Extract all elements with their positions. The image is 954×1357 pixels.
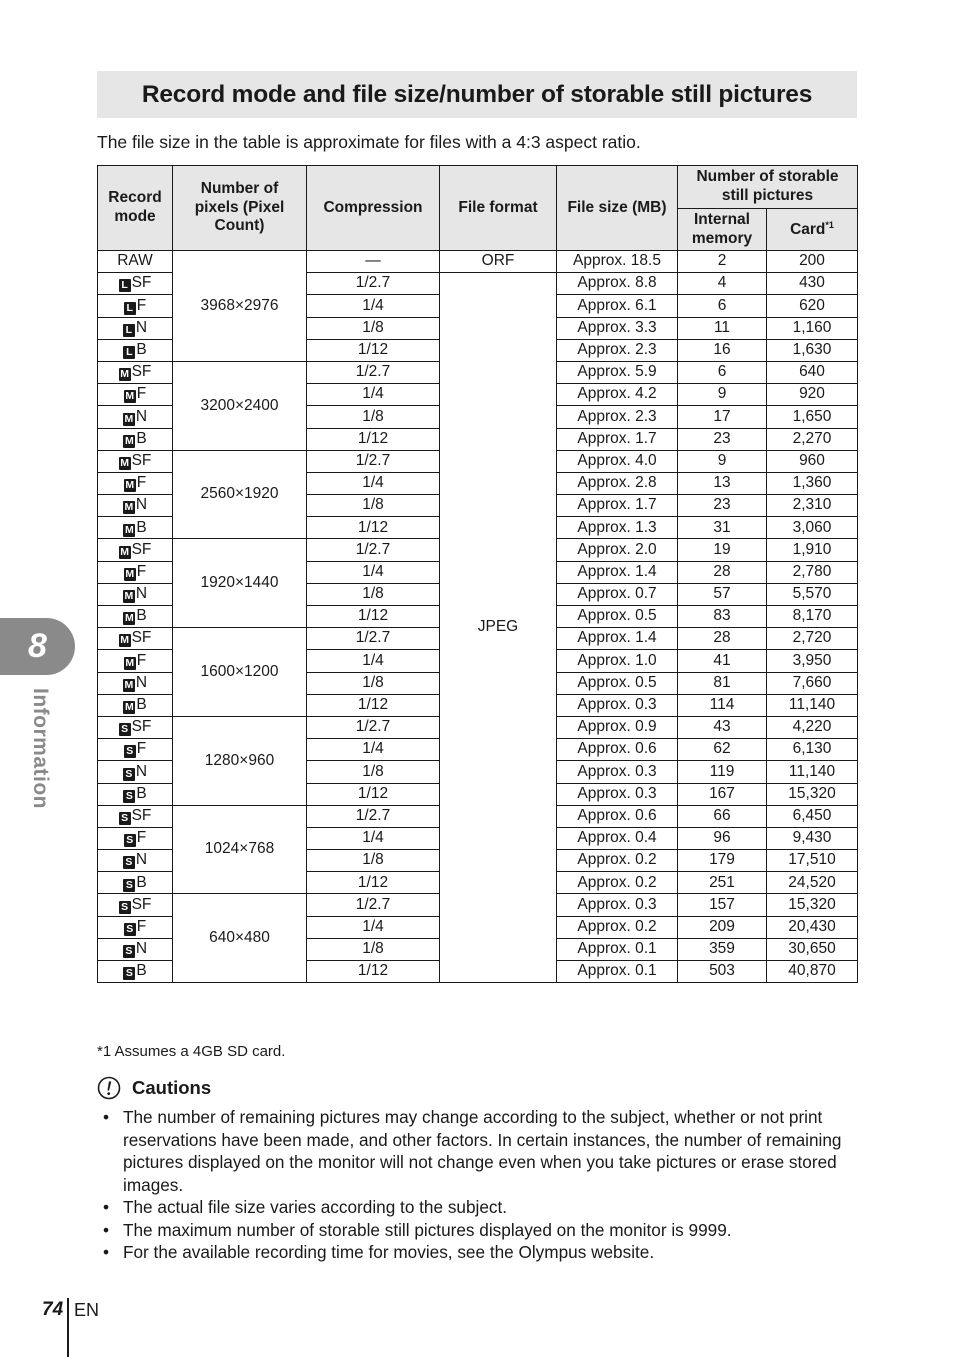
cell-card: 2,310: [767, 495, 858, 517]
record-mode-table: [97, 165, 858, 983]
quality-label: N: [135, 673, 148, 691]
quality-label: N: [135, 851, 148, 869]
cell-file-size: Approx. 1.4: [557, 628, 678, 650]
footnote: *1 Assumes a 4GB SD card.: [97, 1043, 286, 1060]
cell-internal: 57: [678, 583, 767, 605]
quality-label: B: [136, 784, 147, 802]
cell-mode: [98, 672, 173, 694]
cell-mode: [98, 472, 173, 494]
cell-mode: [98, 606, 173, 628]
size-s-icon: S: [123, 967, 135, 980]
cell-card: 3,060: [767, 517, 858, 539]
quality-label: SF: [131, 274, 152, 292]
cell-mode: [98, 583, 173, 605]
size-m-icon: M: [120, 634, 129, 647]
cell-internal: 119: [678, 761, 767, 783]
size-l-icon: L: [123, 346, 135, 359]
cell-compression: 1/4: [307, 384, 440, 406]
cell-mode: [98, 783, 173, 805]
cell-compression: 1/12: [307, 961, 440, 983]
cell-internal: 96: [678, 827, 767, 849]
page-language: EN: [74, 1300, 100, 1320]
size-s-icon: S: [119, 901, 131, 914]
cell-compression: 1/2.7: [307, 273, 440, 295]
cell-internal: 503: [678, 961, 767, 983]
size-s-icon: S: [123, 879, 135, 892]
quality-label: F: [136, 917, 147, 935]
cautions-list: [97, 1106, 857, 1264]
cell-card: 960: [767, 450, 858, 472]
cell-mode: [98, 495, 173, 517]
quality-label: F: [136, 740, 147, 758]
quality-label: B: [136, 696, 147, 714]
cell-mode: [98, 938, 173, 960]
cell-compression: 1/2.7: [307, 361, 440, 383]
header-internal-memory: Internal memory: [678, 209, 767, 251]
cell-compression: 1/2.7: [307, 716, 440, 738]
cell-compression: 1/8: [307, 406, 440, 428]
cell-mode: RAW: [98, 251, 173, 273]
size-s-icon: S: [124, 745, 136, 758]
chapter-label-wrap: [28, 688, 52, 808]
cell-internal: 17: [678, 406, 767, 428]
cell-internal: 251: [678, 872, 767, 894]
size-s-icon: S: [124, 923, 136, 936]
chapter-label: Information: [29, 688, 52, 809]
cell-card: 20,430: [767, 916, 858, 938]
quality-label: N: [135, 762, 148, 780]
quality-label: B: [136, 607, 147, 625]
cell-pixels: 1920×1440: [173, 539, 307, 628]
size-m-icon: M: [125, 390, 135, 403]
cell-file-size: Approx. 0.1: [557, 961, 678, 983]
cell-compression: 1/12: [307, 339, 440, 361]
quality-label: SF: [131, 451, 152, 469]
cell-internal: 66: [678, 805, 767, 827]
cell-card: 17,510: [767, 850, 858, 872]
cell-mode: [98, 739, 173, 761]
quality-label: SF: [131, 629, 152, 647]
cell-card: 3,950: [767, 650, 858, 672]
cell-pixels: 640×480: [173, 894, 307, 983]
cell-card: 920: [767, 384, 858, 406]
size-m-icon: M: [120, 368, 129, 381]
cell-mode: [98, 384, 173, 406]
cell-mode: [98, 317, 173, 339]
size-l-icon: L: [119, 279, 131, 292]
cell-internal: 23: [678, 428, 767, 450]
cell-card: 15,320: [767, 894, 858, 916]
cell-compression: 1/8: [307, 850, 440, 872]
quality-label: SF: [131, 895, 152, 913]
cell-format: ORF: [440, 251, 557, 273]
cell-compression: 1/8: [307, 761, 440, 783]
cell-card: 6,130: [767, 739, 858, 761]
quality-label: F: [136, 651, 147, 669]
cell-compression: 1/12: [307, 606, 440, 628]
cell-file-size: Approx. 0.3: [557, 894, 678, 916]
cell-compression: 1/2.7: [307, 539, 440, 561]
cell-file-size: Approx. 0.5: [557, 606, 678, 628]
cell-file-size: Approx. 5.9: [557, 361, 678, 383]
cell-file-size: Approx. 4.0: [557, 450, 678, 472]
cell-internal: 157: [678, 894, 767, 916]
cell-file-size: Approx. 2.3: [557, 406, 678, 428]
cell-mode: [98, 361, 173, 383]
size-m-icon: M: [124, 701, 134, 714]
cell-card: 1,910: [767, 539, 858, 561]
quality-label: B: [136, 518, 147, 536]
quality-label: N: [135, 585, 148, 603]
cell-card: 5,570: [767, 583, 858, 605]
exclamation-circle-icon: [97, 1076, 121, 1100]
header-record-mode: Record mode: [98, 166, 173, 251]
cell-file-size: Approx. 3.3: [557, 317, 678, 339]
cell-compression: 1/4: [307, 739, 440, 761]
cell-internal: 114: [678, 694, 767, 716]
cell-compression: 1/12: [307, 872, 440, 894]
cell-compression: 1/4: [307, 295, 440, 317]
cell-pixels: 3200×2400: [173, 361, 307, 450]
quality-label: F: [136, 562, 147, 580]
cell-compression: 1/4: [307, 472, 440, 494]
cell-compression: 1/8: [307, 317, 440, 339]
page-title: Record mode and file size/number of storable still pictures: [141, 80, 813, 108]
size-m-icon: M: [124, 523, 134, 536]
cell-file-size: Approx. 0.2: [557, 850, 678, 872]
quality-label: SF: [131, 718, 152, 736]
cell-mode: [98, 295, 173, 317]
cell-mode: [98, 428, 173, 450]
table-row: [98, 251, 858, 273]
cell-card: 4,220: [767, 716, 858, 738]
header-pixels: Number of pixels (Pixel Count): [173, 166, 307, 251]
cell-mode: [98, 517, 173, 539]
cell-mode: [98, 961, 173, 983]
intro-text: The file size in the table is approximate for files with a 4:3 aspect ratio.: [97, 132, 641, 152]
page-divider: [67, 1298, 69, 1357]
header-card-label: Card: [790, 220, 826, 238]
cell-file-size: Approx. 1.7: [557, 495, 678, 517]
cell-compression: —: [307, 251, 440, 273]
cell-internal: 41: [678, 650, 767, 672]
cell-pixels: 2560×1920: [173, 450, 307, 539]
cell-internal: 6: [678, 295, 767, 317]
cell-internal: 179: [678, 850, 767, 872]
cell-file-size: Approx. 0.9: [557, 716, 678, 738]
cell-mode: [98, 805, 173, 827]
cell-file-size: Approx. 2.8: [557, 472, 678, 494]
cell-file-size: Approx. 2.3: [557, 339, 678, 361]
caution-item: • For the available recording time for movies, see the Olympus website.: [97, 1241, 857, 1264]
caution-item: • The actual file size varies according to the subject.: [97, 1196, 857, 1219]
cell-internal: 19: [678, 539, 767, 561]
cell-compression: 1/2.7: [307, 805, 440, 827]
header-card: [767, 209, 858, 251]
cell-file-size: Approx. 0.6: [557, 739, 678, 761]
header-file-format: File format: [440, 166, 557, 251]
title-bar: [97, 71, 857, 118]
cell-file-size: Approx. 0.2: [557, 872, 678, 894]
cell-compression: 1/2.7: [307, 450, 440, 472]
quality-label: N: [135, 318, 148, 336]
cell-card: 7,660: [767, 672, 858, 694]
cell-internal: 81: [678, 672, 767, 694]
quality-label: SF: [131, 540, 152, 558]
cell-mode: [98, 539, 173, 561]
quality-label: SF: [131, 363, 152, 381]
cell-compression: 1/2.7: [307, 894, 440, 916]
cell-card: 2,720: [767, 628, 858, 650]
cell-file-size: Approx. 6.1: [557, 295, 678, 317]
cell-internal: 4: [678, 273, 767, 295]
header-storable: Number of storable still pictures: [678, 166, 858, 209]
cell-file-size: Approx. 1.0: [557, 650, 678, 672]
cell-mode: [98, 827, 173, 849]
cell-file-size: Approx. 0.6: [557, 805, 678, 827]
quality-label: N: [135, 940, 148, 958]
cell-compression: 1/12: [307, 517, 440, 539]
size-s-icon: S: [123, 945, 135, 958]
cell-internal: 167: [678, 783, 767, 805]
cell-file-size: Approx. 0.3: [557, 783, 678, 805]
cell-compression: 1/4: [307, 561, 440, 583]
cell-mode: [98, 650, 173, 672]
cell-file-size: Approx. 4.2: [557, 384, 678, 406]
quality-label: B: [136, 429, 147, 447]
cell-internal: 83: [678, 606, 767, 628]
size-s-icon: S: [123, 768, 135, 781]
cell-compression: 1/8: [307, 672, 440, 694]
caution-item: • The maximum number of storable still pictures displayed on the monitor is 9999.: [97, 1219, 857, 1242]
cell-internal: 6: [678, 361, 767, 383]
size-s-icon: S: [123, 790, 135, 803]
quality-label: N: [135, 407, 148, 425]
cell-card: 1,160: [767, 317, 858, 339]
cell-card: 430: [767, 273, 858, 295]
cell-compression: 1/4: [307, 916, 440, 938]
size-m-icon: M: [125, 656, 135, 669]
size-m-icon: M: [124, 590, 134, 603]
header-card-note: *1: [825, 219, 834, 230]
cell-internal: 16: [678, 339, 767, 361]
cell-file-size: Approx. 0.5: [557, 672, 678, 694]
cell-compression: 1/12: [307, 783, 440, 805]
size-m-icon: M: [125, 479, 135, 492]
cell-compression: 1/8: [307, 938, 440, 960]
size-s-icon: S: [124, 834, 136, 847]
cell-pixels: 1280×960: [173, 716, 307, 805]
cell-internal: 31: [678, 517, 767, 539]
cell-card: 200: [767, 251, 858, 273]
table-body: [98, 251, 858, 983]
cell-card: 6,450: [767, 805, 858, 827]
cell-card: 11,140: [767, 761, 858, 783]
cautions-header: [97, 1076, 211, 1100]
cell-internal: 23: [678, 495, 767, 517]
size-m-icon: M: [120, 456, 129, 469]
size-s-icon: S: [119, 812, 131, 825]
cell-internal: 13: [678, 472, 767, 494]
quality-label: F: [136, 474, 147, 492]
cell-file-size: Approx. 0.7: [557, 583, 678, 605]
cell-card: 8,170: [767, 606, 858, 628]
size-m-icon: M: [124, 501, 134, 514]
cell-card: 620: [767, 295, 858, 317]
header-file-size: File size (MB): [557, 166, 678, 251]
cell-pixels: 1600×1200: [173, 628, 307, 717]
cell-card: 2,270: [767, 428, 858, 450]
cell-file-size: Approx. 18.5: [557, 251, 678, 273]
cell-card: 1,630: [767, 339, 858, 361]
cell-internal: 28: [678, 561, 767, 583]
cell-compression: 1/8: [307, 495, 440, 517]
cell-internal: 209: [678, 916, 767, 938]
cell-mode: [98, 273, 173, 295]
cell-card: 1,650: [767, 406, 858, 428]
quality-label: F: [136, 829, 147, 847]
size-m-icon: M: [120, 545, 129, 558]
chapter-tab: [0, 618, 75, 675]
quality-label: B: [136, 962, 147, 980]
cell-mode: [98, 872, 173, 894]
cell-internal: 2: [678, 251, 767, 273]
quality-label: SF: [131, 806, 152, 824]
cell-file-size: Approx. 0.4: [557, 827, 678, 849]
quality-label: B: [136, 341, 147, 359]
cell-internal: 43: [678, 716, 767, 738]
cell-internal: 9: [678, 450, 767, 472]
cell-card: 24,520: [767, 872, 858, 894]
cell-internal: 359: [678, 938, 767, 960]
cell-file-size: Approx. 1.7: [557, 428, 678, 450]
size-l-icon: L: [124, 302, 136, 315]
size-s-icon: S: [119, 723, 131, 736]
cell-internal: 62: [678, 739, 767, 761]
size-m-icon: M: [124, 612, 134, 625]
cell-compression: 1/4: [307, 650, 440, 672]
caution-item: • The number of remaining pictures may change according to the subject, whether or not print reservations have been made, and other factors. In certain instances, the number of remaining pictures displayed on the monitor will not change even when you take pictures or erase stored images.: [97, 1106, 857, 1196]
cell-compression: 1/8: [307, 583, 440, 605]
cell-card: 1,360: [767, 472, 858, 494]
cell-mode: [98, 339, 173, 361]
cell-compression: 1/4: [307, 827, 440, 849]
cell-card: 30,650: [767, 938, 858, 960]
cell-mode: [98, 406, 173, 428]
quality-label: N: [135, 496, 148, 514]
cell-mode: [98, 561, 173, 583]
cell-internal: 11: [678, 317, 767, 339]
cell-mode: [98, 628, 173, 650]
cell-mode: [98, 761, 173, 783]
cell-mode: [98, 694, 173, 716]
cell-file-size: Approx. 0.2: [557, 916, 678, 938]
size-m-icon: M: [124, 412, 134, 425]
cell-file-size: Approx. 0.3: [557, 761, 678, 783]
cell-file-size: Approx. 1.3: [557, 517, 678, 539]
size-s-icon: S: [123, 856, 135, 869]
cell-mode: [98, 716, 173, 738]
size-m-icon: M: [124, 678, 134, 691]
header-compression: Compression: [307, 166, 440, 251]
cautions-heading: Cautions: [132, 1077, 212, 1098]
quality-label: F: [136, 296, 147, 314]
cell-pixels: 3968×2976: [173, 251, 307, 362]
cell-card: 640: [767, 361, 858, 383]
cell-card: 9,430: [767, 827, 858, 849]
cell-compression: 1/2.7: [307, 628, 440, 650]
cell-internal: 28: [678, 628, 767, 650]
size-l-icon: L: [123, 324, 135, 337]
cell-mode: [98, 850, 173, 872]
cell-file-size: Approx. 2.0: [557, 539, 678, 561]
quality-label: F: [136, 385, 147, 403]
cell-mode: [98, 916, 173, 938]
cell-card: 11,140: [767, 694, 858, 716]
cell-compression: 1/12: [307, 428, 440, 450]
cell-file-size: Approx. 8.8: [557, 273, 678, 295]
cell-file-size: Approx. 0.1: [557, 938, 678, 960]
cell-file-size: Approx. 0.3: [557, 694, 678, 716]
cell-card: 2,780: [767, 561, 858, 583]
size-m-icon: M: [125, 567, 135, 580]
cell-mode: [98, 450, 173, 472]
page-number: 74: [42, 1299, 64, 1320]
cell-compression: 1/12: [307, 694, 440, 716]
cell-internal: 9: [678, 384, 767, 406]
cell-pixels: 1024×768: [173, 805, 307, 894]
quality-label: B: [136, 873, 147, 891]
cell-card: 15,320: [767, 783, 858, 805]
cell-card: 40,870: [767, 961, 858, 983]
chapter-number: 8: [28, 627, 47, 665]
size-m-icon: M: [124, 434, 134, 447]
cell-format: JPEG: [440, 273, 557, 983]
cell-mode: [98, 894, 173, 916]
cell-file-size: Approx. 1.4: [557, 561, 678, 583]
